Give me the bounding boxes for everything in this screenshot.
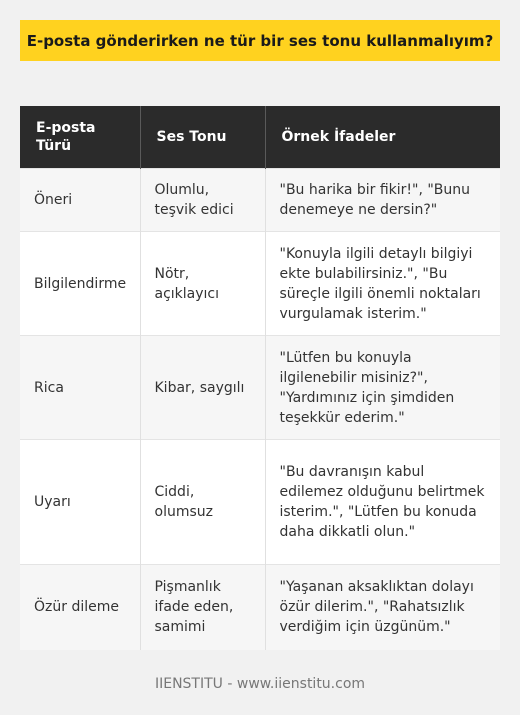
cell-tone: Ciddi, olumsuz xyxy=(140,440,265,565)
cell-examples: "Lütfen bu konuyla ilgilenebilir misiniz?", "Yardımınız için şimdiden teşekkür ederim." xyxy=(265,336,500,440)
cell-tone: Kibar, saygılı xyxy=(140,336,265,440)
cell-email-type: Özür dileme xyxy=(20,565,140,650)
table-header-row xyxy=(20,106,500,169)
page-title: E-posta gönderirken ne tür bir ses tonu kullanmalıyım? xyxy=(20,20,500,61)
email-tone-table xyxy=(20,106,500,650)
table-row xyxy=(20,232,500,336)
cell-examples: "Bu harika bir fikir!", "Bunu denemeye ne dersin?" xyxy=(265,169,500,232)
table-row xyxy=(20,440,500,565)
table-row xyxy=(20,169,500,232)
cell-email-type: Rica xyxy=(20,336,140,440)
column-header-tone: Ses Tonu xyxy=(140,106,265,169)
cell-tone: Pişmanlık ifade eden, samimi xyxy=(140,565,265,650)
cell-tone: Olumlu, teşvik edici xyxy=(140,169,265,232)
footer-credit: IIENSTITU - www.iienstitu.com xyxy=(154,676,366,692)
cell-email-type: Bilgilendirme xyxy=(20,232,140,336)
cell-examples: "Yaşanan aksaklıktan dolayı özür dilerim.", "Rahatsızlık verdiğim için üzgünüm." xyxy=(265,565,500,650)
table-row xyxy=(20,336,500,440)
column-header-examples: Örnek İfadeler xyxy=(265,106,500,169)
column-header-email-type: E-posta Türü xyxy=(20,106,140,169)
cell-examples: "Bu davranışın kabul edilemez olduğunu belirtmek isterim.", "Lütfen bu konuda daha dikkatli olun." xyxy=(265,440,500,565)
table-row xyxy=(20,565,500,650)
cell-examples: "Konuyla ilgili detaylı bilgiyi ekte bulabilirsiniz.", "Bu süreçle ilgili önemli noktaları vurgulamak isterim." xyxy=(265,232,500,336)
cell-tone: Nötr, açıklayıcı xyxy=(140,232,265,336)
cell-email-type: Öneri xyxy=(20,169,140,232)
cell-email-type: Uyarı xyxy=(20,440,140,565)
